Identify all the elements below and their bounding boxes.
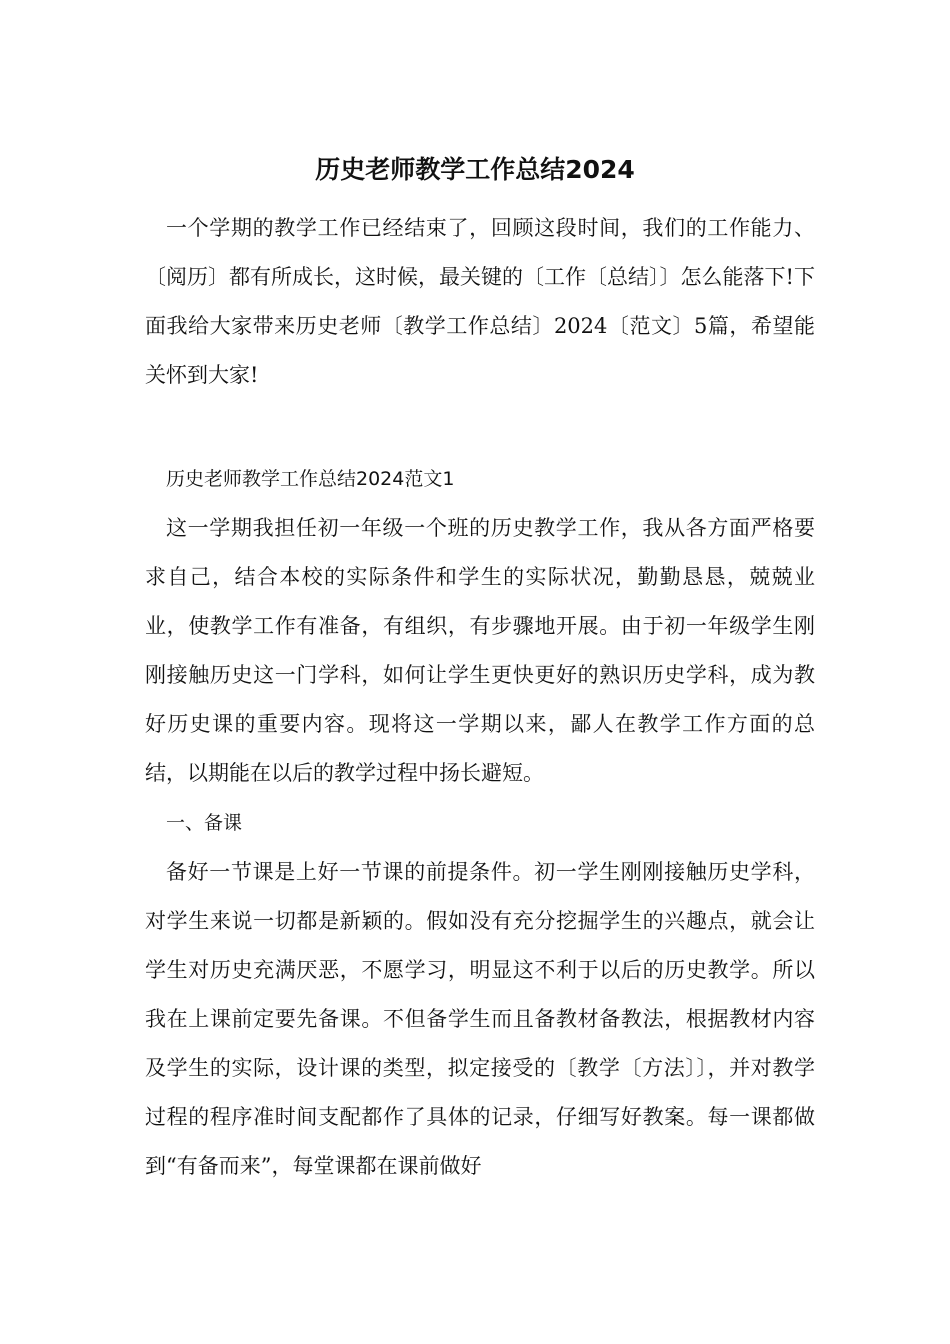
body-paragraph-2: 备好一节课是上好一节课的前提条件。初一学生刚刚接触历史学科，对学生来说一切都是新颖的。假如没有充分挖掘学生的兴趣点，就会让学生对历史充满厌恶，不愿学习，明显这不利于以后的历史教学。所以我在上课前定要先备课。不但备学生而且备教材备教法，根据教材内容及学生的实际，设计课的类型，拟定接受的〔教学〔方法〕〕，并对教学过程的程序准时间支配都作了具体的记录，仔细写好教案。每一课都做到“有备而来”，每堂课都在课前做好 <box>145 860 815 1178</box>
section-title: 历史老师教学工作总结2024范文1 <box>166 468 455 490</box>
paragraph-spacer <box>145 400 815 454</box>
document-title: 历史老师教学工作总结2024 <box>315 155 635 184</box>
document-body <box>145 204 815 1191</box>
intro-paragraph: 一个学期的教学工作已经结束了，回顾这段时间，我们的工作能力、〔阅历〕都有所成长，这时候，最关键的〔工作〔总结〕〕怎么能落下!下面我给大家带来历史老师〔教学工作总结〕2024〔范文〕5篇，希望能关怀到大家! <box>145 216 815 387</box>
body-paragraph-1: 这一学期我担任初一年级一个班的历史教学工作，我从各方面严格要求自己，结合本校的实际条件和学生的实际状况，勤勤恳恳，兢兢业业，使教学工作有准备，有组织，有步骤地开展。由于初一年级学生刚刚接触历史这一门学科，如何让学生更快更好的熟识历史学科，成为教好历史课的重要内容。现将这一学期以来，鄙人在教学工作方面的总结，以期能在以后的教学过程中扬长避短。 <box>145 516 815 785</box>
heading-lesson-prep: 一、备课 <box>166 812 243 834</box>
